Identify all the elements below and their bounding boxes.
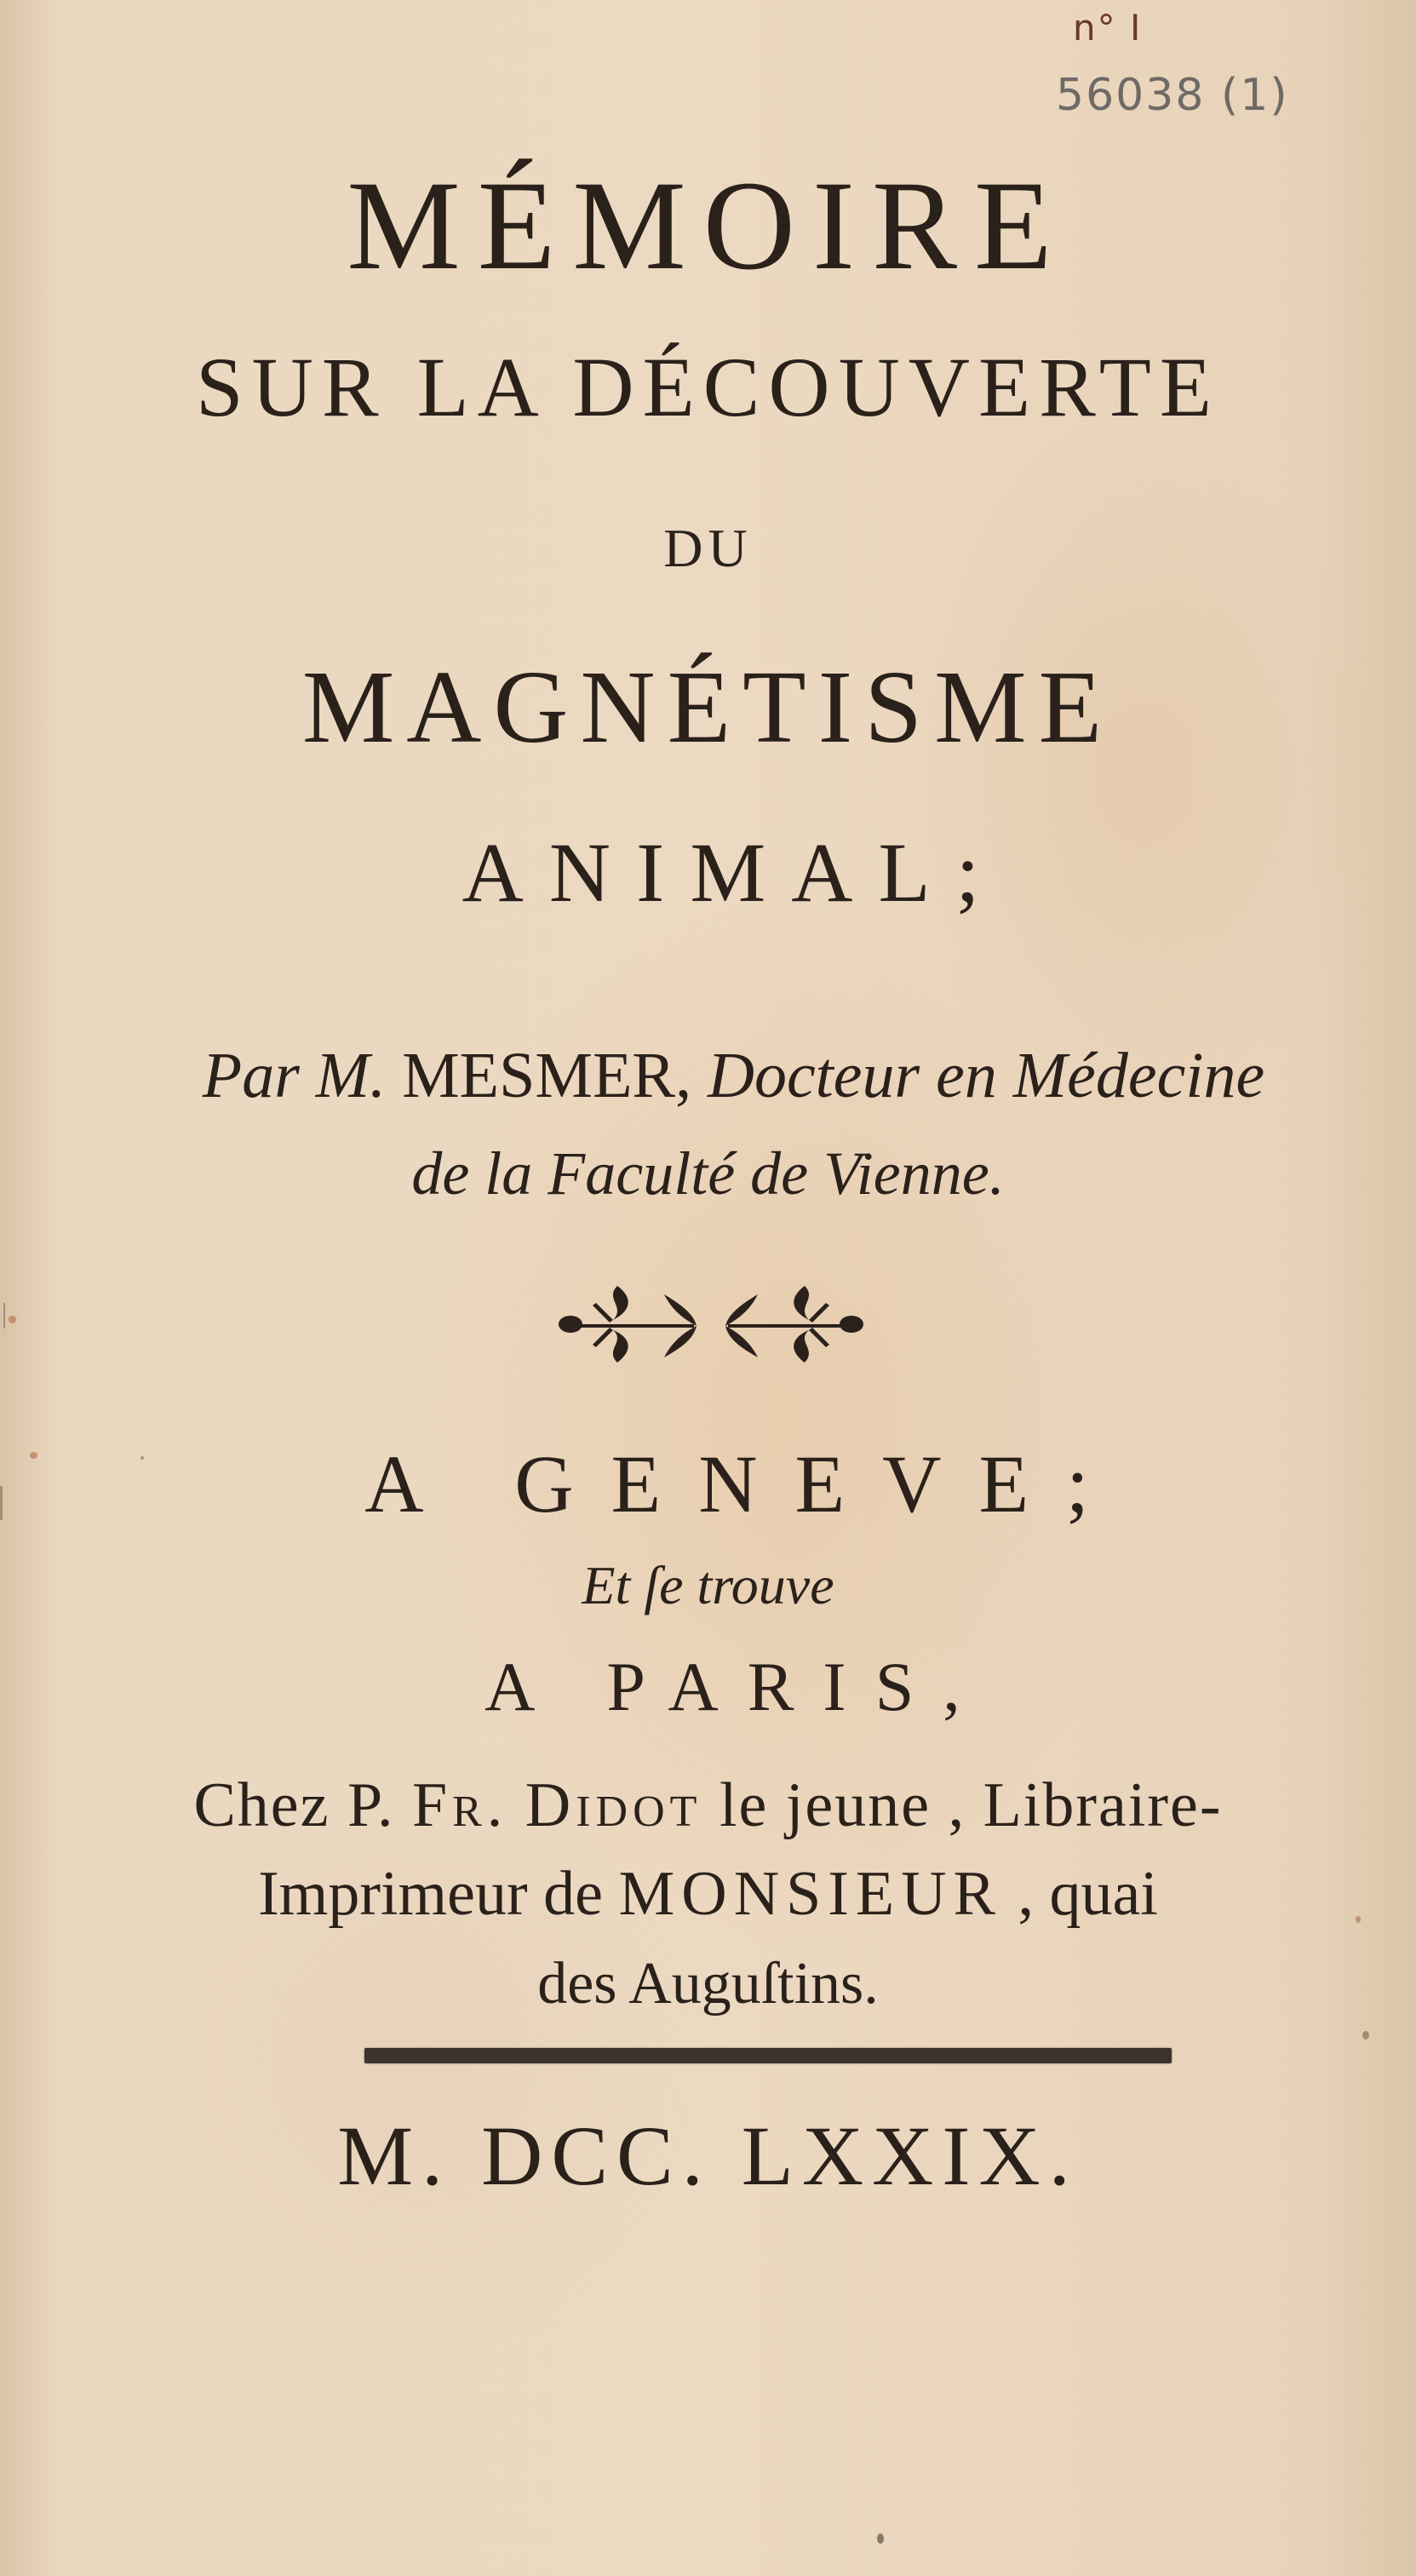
paper-edge-mark	[0, 1486, 3, 1520]
imprint-connector: Et ſe trouve	[582, 1555, 834, 1615]
author-line	[0, 1040, 1416, 1111]
title-sur-la-decouverte: SUR LA DÉCOUVERTE	[196, 340, 1220, 434]
paper-speck	[877, 2533, 884, 2544]
publisher-didot: Didot	[525, 1770, 702, 1840]
fleuron-ornament-icon	[545, 1277, 877, 1371]
paper-speck	[1356, 1916, 1361, 1923]
imprint-place-geneve: A GENEVE;	[364, 1438, 1126, 1529]
publisher-quai: , quai	[1018, 1859, 1158, 1929]
author-title: Docteur en Médecine	[708, 1040, 1265, 1111]
publisher-fr: Fr.	[411, 1770, 508, 1840]
author-name: MESMER	[402, 1040, 676, 1111]
title-memoire: MÉMOIRE	[347, 155, 1069, 296]
publisher-imprimeur: Imprimeur de	[258, 1859, 603, 1929]
horizontal-rule	[364, 2048, 1172, 2063]
paper-speck	[30, 1452, 37, 1459]
author-prefix: Par M.	[202, 1040, 387, 1111]
paper-speck	[1362, 2031, 1369, 2040]
paper-edge-mark	[3, 1303, 5, 1328]
publisher-line-3: des Auguſtins.	[537, 1951, 879, 2017]
paper-speck	[9, 1316, 16, 1323]
publisher-line-1	[0, 1770, 1416, 1840]
shelfmark-number-line: n° I	[1073, 7, 1143, 49]
author-faculty: de la Faculté de Vienne.	[411, 1139, 1005, 1208]
publisher-suffix: le jeune , Libraire-	[719, 1770, 1223, 1840]
title-animal: ANIMAL;	[461, 825, 1006, 920]
publisher-prefix: Chez P.	[193, 1770, 395, 1840]
title-du: DU	[663, 518, 753, 578]
shelfmark-catalog-line: 56038 (1)	[1056, 70, 1289, 121]
publisher-monsieur: MONSIEUR	[618, 1859, 1002, 1929]
publisher-line-2	[0, 1859, 1416, 1929]
imprint-place-paris: A PARIS,	[484, 1648, 989, 1725]
publication-date: M. DCC. LXXIX.	[337, 2108, 1079, 2203]
title-magnetisme: MAGNÉTISME	[301, 650, 1115, 765]
paper-speck	[140, 1456, 144, 1460]
author-comma: ,	[675, 1040, 692, 1111]
